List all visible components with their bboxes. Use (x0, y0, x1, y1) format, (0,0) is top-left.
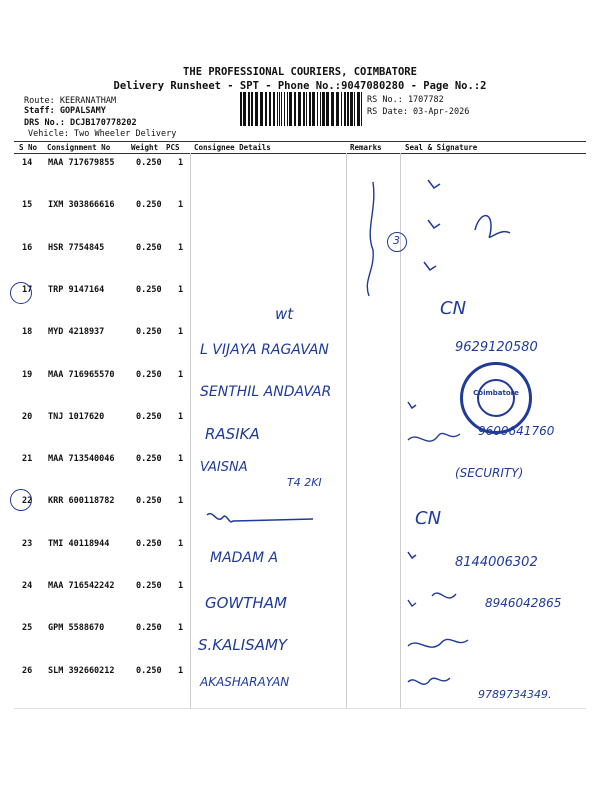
runsheet-subtitle: Delivery Runsheet - SPT - Phone No.:9047080280 - Page No.:2 (113, 80, 487, 92)
row25-consignee-name: S.KALISAMY (198, 636, 288, 654)
barcode-bar (243, 92, 246, 126)
barcode-bar (357, 92, 360, 126)
row-consignment: SLM 392660212 (48, 666, 115, 676)
row-pcs: 1 (178, 370, 184, 380)
company-title: THE PROFESSIONAL COURIERS, COIMBATORE (183, 66, 417, 78)
row-serial: 25 (22, 623, 33, 633)
row-serial: 18 (22, 327, 33, 337)
row17-circle-mark (10, 282, 32, 304)
row-consignment: MAA 717679855 (48, 158, 115, 168)
barcode-bar (347, 92, 349, 126)
row-pcs: 1 (178, 200, 184, 210)
row-weight: 0.250 (136, 581, 162, 591)
row-consignment: MAA 713540046 (48, 454, 115, 464)
row-weight: 0.250 (136, 243, 162, 253)
row-consignment: KRR 600118782 (48, 496, 115, 506)
row17-consignee-note: wt (275, 305, 294, 323)
col-seal: Seal & Signature (405, 143, 478, 152)
row23-signature-phone: 8144006302 (455, 555, 538, 570)
row-serial: 23 (22, 539, 33, 549)
row-weight: 0.250 (136, 539, 162, 549)
col-weight: Weight (131, 143, 159, 152)
table-end-rule (14, 708, 586, 709)
row-weight: 0.250 (136, 285, 162, 295)
row18-signature-phone: 9629120580 (455, 340, 538, 355)
row-consignment: IXM 303866616 (48, 200, 115, 210)
row22-signature-note: CN (415, 508, 442, 529)
barcode-bar (317, 92, 318, 126)
row23-consignee-name: MADAM A (210, 550, 279, 566)
col-remarks: Remarks (350, 143, 382, 152)
barcode-bar (354, 92, 355, 126)
row-pcs: 1 (178, 496, 184, 506)
barcode-bar (312, 92, 315, 126)
header-rule-top (14, 141, 586, 142)
rs-date: RS Date: 03-Apr-2026 (367, 107, 470, 117)
row-serial: 14 (22, 158, 33, 168)
row-weight: 0.250 (136, 666, 162, 676)
barcode-bar (341, 92, 342, 126)
row-pcs: 1 (178, 412, 184, 422)
barcode-bar (273, 92, 275, 126)
row-serial: 19 (22, 370, 33, 380)
row-consignment: TRP 9147164 (48, 285, 105, 295)
barcode-bar (281, 92, 282, 126)
tick-scribbles (420, 170, 540, 280)
row-consignment: TNJ 1017620 (48, 412, 105, 422)
barcode-bar (344, 92, 346, 126)
row-consignment: MAA 716542242 (48, 581, 115, 591)
barcode-bar (306, 92, 307, 126)
row20-signature-phone: 9600641760 (478, 424, 555, 438)
row-pcs: 1 (178, 623, 184, 633)
row-pcs: 1 (178, 454, 184, 464)
barcode-bar (284, 92, 285, 126)
row21-consignee-extra: T4 2KI (287, 476, 322, 489)
row22-consignee-scribble (205, 505, 315, 527)
barcode-bar (294, 92, 296, 126)
row-serial: 22 (22, 496, 33, 506)
barcode-bar (326, 92, 329, 126)
row-serial: 24 (22, 581, 33, 591)
row-serial: 26 (22, 666, 33, 676)
barcode (240, 92, 364, 126)
barcode-bar (265, 92, 267, 126)
barcode-bar (269, 92, 271, 126)
divider-consignee (190, 153, 191, 708)
row24-signature-phone: 8946042865 (485, 596, 562, 610)
col-pcs: PCS (166, 143, 180, 152)
rs-number: RS No.: 1707782 (367, 95, 444, 105)
col-consignee: Consignee Details (194, 143, 271, 152)
row-serial: 16 (22, 243, 33, 253)
row20-consignee-name: RASIKA (205, 425, 260, 443)
divider-remarks (346, 153, 347, 708)
barcode-bar (298, 92, 301, 126)
barcode-bar (331, 92, 334, 126)
header-rule-bottom (14, 153, 586, 154)
row-pcs: 1 (178, 158, 184, 168)
barcode-bar (336, 92, 339, 126)
barcode-bar (309, 92, 311, 126)
row-weight: 0.250 (136, 370, 162, 380)
row-consignment: MAA 716965570 (48, 370, 115, 380)
stamp-inner-ring (477, 379, 515, 417)
circled-number: 3 (393, 234, 400, 247)
row26-consignee-name: AKASHARAYAN (200, 675, 290, 689)
row22-circle-mark (10, 489, 32, 511)
row24-consignee-name: GOWTHAM (205, 594, 287, 612)
barcode-bar (240, 92, 242, 126)
barcode-bar (260, 92, 263, 126)
barcode-bar (361, 92, 362, 126)
staff-label: Staff: GOPALSAMY (24, 106, 106, 116)
stamp-text: Coimbatore (473, 389, 519, 397)
barcode-bar (277, 92, 278, 126)
barcode-bar (248, 92, 250, 126)
row-weight: 0.250 (136, 200, 162, 210)
row-weight: 0.250 (136, 412, 162, 422)
row-serial: 17 (22, 285, 33, 295)
barcode-bar (350, 92, 353, 126)
row-serial: 15 (22, 200, 33, 210)
row-weight: 0.250 (136, 623, 162, 633)
row21-consignee-name: VAISNA (200, 460, 248, 475)
signature-ticks (402, 400, 487, 700)
row-pcs: 1 (178, 666, 184, 676)
row-consignment: HSR 7754845 (48, 243, 105, 253)
col-sno: S No (19, 143, 38, 152)
row-weight: 0.250 (136, 158, 162, 168)
row19-consignee-name: SENTHIL ANDAVAR (200, 384, 332, 400)
row-weight: 0.250 (136, 496, 162, 506)
barcode-bar (279, 92, 280, 126)
company-stamp (460, 362, 532, 434)
vehicle-label: Vehicle: Two Wheeler Delivery (28, 129, 177, 139)
row-weight: 0.250 (136, 327, 162, 337)
drs-number: DRS No.: DCJB170778202 (24, 118, 137, 128)
route-label: Route: KEERANATHAM (24, 96, 117, 106)
row-pcs: 1 (178, 581, 184, 591)
row-consignment: GPM 5588670 (48, 623, 105, 633)
row-weight: 0.250 (136, 454, 162, 464)
col-consignment: Consignment No (47, 143, 111, 152)
row-serial: 21 (22, 454, 33, 464)
row21-signature-note: (SECURITY) (455, 466, 524, 480)
row-pcs: 1 (178, 285, 184, 295)
row-consignment: TMI 40118944 (48, 539, 110, 549)
barcode-bar (320, 92, 321, 126)
row18-consignee-name: L VIJAYA RAGAVAN (200, 342, 329, 358)
barcode-bar (322, 92, 325, 126)
barcode-bar (287, 92, 288, 126)
row26-signature-phone: 9789734349. (478, 688, 552, 701)
row17-signature-note: CN (440, 298, 467, 319)
barcode-bar (251, 92, 253, 126)
row-pcs: 1 (178, 327, 184, 337)
barcode-bar (289, 92, 292, 126)
row-pcs: 1 (178, 243, 184, 253)
barcode-bar (255, 92, 258, 126)
row-consignment: MYD 4218937 (48, 327, 105, 337)
row-serial: 20 (22, 412, 33, 422)
barcode-bar (303, 92, 305, 126)
row-pcs: 1 (178, 539, 184, 549)
